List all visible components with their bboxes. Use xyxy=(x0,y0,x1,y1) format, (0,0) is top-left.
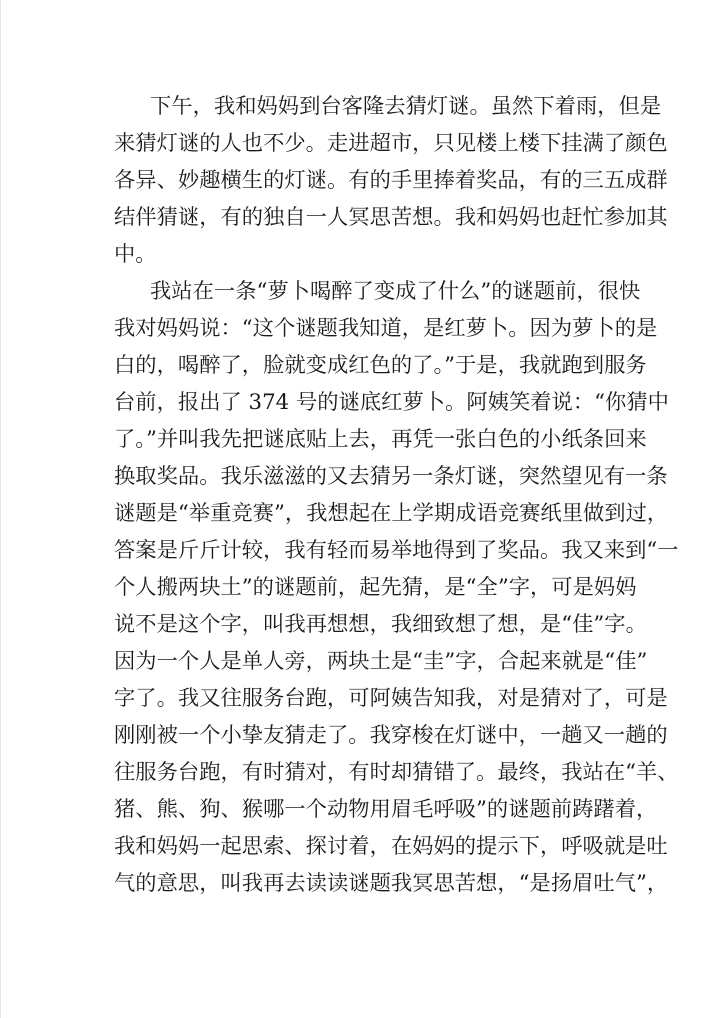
paragraph-2-line-8: 答案是斤斤计较，我有轻而易举地得到了奖品。我又来到“一 xyxy=(114,538,679,563)
paragraph-2-line-4: 台前，报出了 374 号的谜底红萝卜。阿姨笑着说：“你猜中 xyxy=(114,390,669,415)
paragraph-2-line-17: 气的意思，叫我再去读读谜题我冥思苦想，“是扬眉吐气”， xyxy=(114,871,669,896)
paragraph-1-line-4: 结伴猜谜，有的独自一人冥思苦想。我和妈妈也赶忙参加其 xyxy=(114,205,668,230)
paragraph-2-line-3: 白的，喝醉了，脸就变成红色的了。”于是，我就跑到服务 xyxy=(114,353,647,378)
paragraph-2-line-1: 我站在一条“萝卜喝醉了变成了什么”的谜题前，很快 xyxy=(150,279,641,304)
essay-body xyxy=(114,88,679,902)
paragraph-2-line-16: 我和妈妈一起思索、探讨着，在妈妈的提示下，呼吸就是吐 xyxy=(114,834,668,859)
paragraph-2-line-12: 字了。我又往服务台跑，可阿姨告知我，对是猜对了，可是 xyxy=(114,686,668,711)
paragraph-2-line-2: 我对妈妈说：“这个谜题我知道，是红萝卜。因为萝卜的是 xyxy=(114,316,658,341)
paragraph-1-line-1: 下午，我和妈妈到台客隆去猜灯谜。虽然下着雨，但是 xyxy=(150,94,662,119)
paragraph-2-line-5: 了。”并叫我先把谜底贴上去，再凭一张白色的小纸条回来 xyxy=(114,427,647,452)
paragraph-2-line-6: 换取奖品。我乐滋滋的又去猜另一条灯谜，突然望见有一条 xyxy=(114,464,668,489)
paragraph-1-line-3: 各异、妙趣横生的灯谜。有的手里捧着奖品，有的三五成群 xyxy=(114,168,668,193)
paragraph-1-line-2: 来猜灯谜的人也不少。走进超市，只见楼上楼下挂满了颜色 xyxy=(114,131,668,156)
paragraph-2-line-10: 说不是这个字，叫我再想想，我细致想了想，是“佳”字。 xyxy=(114,612,647,637)
paragraph-2-line-9: 个人搬两块土”的谜题前，起先猜，是“全”字，可是妈妈 xyxy=(114,575,637,600)
paragraph-2-line-11: 因为一个人是单人旁，两块土是“圭”字，合起来就是“佳” xyxy=(114,649,648,674)
paragraph-2-line-7: 谜题是“举重竞赛”，我想起在上学期成语竞赛纸里做到过， xyxy=(114,501,669,526)
paragraph-1-line-5: 中。 xyxy=(114,242,157,267)
paragraph-2-line-13: 刚刚被一个小挚友猜走了。我穿梭在灯谜中，一趟又一趟的 xyxy=(114,723,668,748)
paragraph-2-line-15: 猪、熊、狗、猴哪一个动物用眉毛呼吸”的谜题前踌躇着， xyxy=(114,797,658,822)
paragraph-2-line-14: 往服务台跑，有时猜对，有时却猜错了。最终，我站在“羊、 xyxy=(114,760,679,785)
